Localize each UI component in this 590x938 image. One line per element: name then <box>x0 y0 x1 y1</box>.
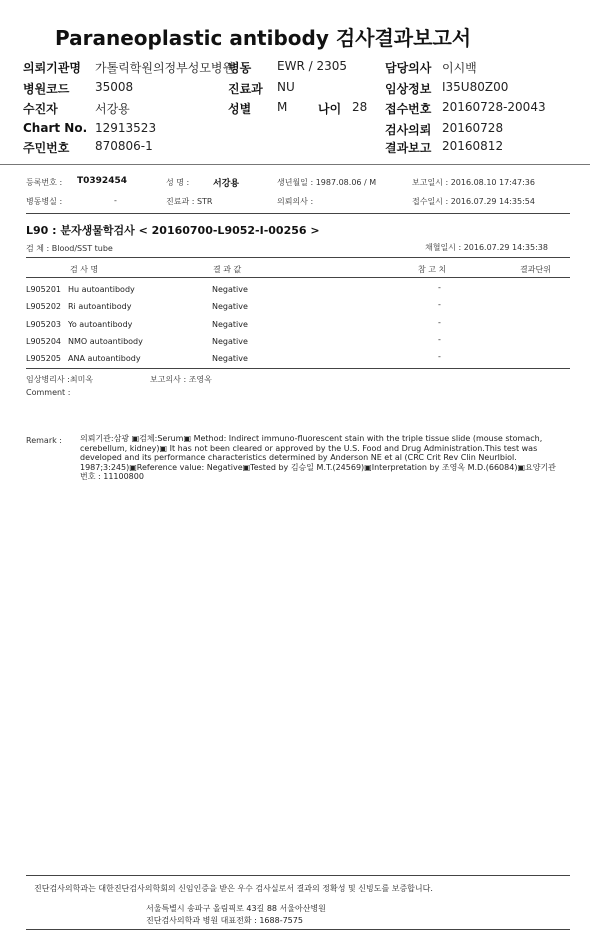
report-divider <box>26 213 570 214</box>
row-code: L905202 <box>26 302 61 311</box>
value-age: 28 <box>352 100 368 114</box>
value-ward: EWR / 2305 <box>277 59 347 73</box>
page-title: Paraneoplastic antibody 검사결과보고서 <box>55 26 472 50</box>
section-title: L90 : 분자생물학검사 < 20160700-L9052-I-00256 > <box>26 224 320 237</box>
label-chart-no: Chart No. <box>23 121 88 135</box>
row-reference: - <box>438 318 441 327</box>
reg-no-value: T0392454 <box>77 176 127 186</box>
row-result: Negative <box>212 302 248 311</box>
row-result: Negative <box>212 354 248 363</box>
label-result-report: 결과보고 <box>385 141 432 155</box>
row-reference: - <box>438 283 441 292</box>
label-resident-no: 주민번호 <box>23 141 70 155</box>
value-dept: NU <box>277 80 295 94</box>
name-label: 성 명 : <box>166 178 190 187</box>
value-sex: M <box>277 100 288 114</box>
table-top-rule <box>26 257 570 258</box>
label-patient: 수진자 <box>23 102 58 116</box>
label-clinical-info: 임상정보 <box>385 82 432 96</box>
ward-room-value: - <box>114 196 117 205</box>
footer-certification: 진단검사의학과는 대한진단검사의학회의 신임인증을 받은 우수 검사실로서 결과의 정확성 및 신빙도를 보증합니다. <box>34 884 433 893</box>
value-test-request: 20160728 <box>442 121 504 135</box>
label-age: 나이 <box>318 102 342 116</box>
footer-top-rule <box>26 875 570 876</box>
value-physician: 이시백 <box>442 61 477 75</box>
label-requesting-institution: 의뢰기관명 <box>23 61 81 75</box>
row-test-name: ANA autoantibody <box>68 354 141 363</box>
reporter-field: 보고의사 : 조영옥 <box>150 375 212 384</box>
row-code: L905205 <box>26 354 61 363</box>
reg-no-label: 등록번호 : <box>26 178 63 187</box>
label-receipt-no: 접수번호 <box>385 102 432 116</box>
remark-text: 의뢰기관:삼광 ▣검체:Serum▣ Method: Indirect immuno-fluorescent stain with the triple tissue slide (mouse stomach, cerebellum, kidney)▣ It has not been cleared or approved by the U.S. Food and Drug Administration.This test was developed and its performance characteristics determined by Anderson NE et al (CRC Crit Rev Clin Neurlbiol. 1987;3:245)▣Reference value: Negative▣Tested by 김승일 M.T.(24569)▣Interpretation by 조영옥 M.D.(66084)▣요양기관번호 : 11100800 <box>80 434 556 481</box>
ward-room-label: 병동병실 : <box>26 197 63 206</box>
row-code: L905201 <box>26 285 61 294</box>
label-hospital-code: 병원코드 <box>23 82 70 96</box>
value-chart-no: 12913523 <box>95 121 157 135</box>
col-test-name: 검 사 명 <box>70 265 99 274</box>
col-result: 결 과 값 <box>213 265 242 274</box>
col-unit: 결과단위 <box>520 265 551 274</box>
label-ward: 병동 <box>228 61 252 75</box>
header-divider <box>0 164 590 165</box>
label-sex: 성별 <box>228 102 252 116</box>
report-date-field: 보고일시 : 2016.08.10 17:47:36 <box>412 178 535 187</box>
remark-label: Remark : <box>26 436 62 445</box>
row-result: Negative <box>212 285 248 294</box>
comment-label: Comment : <box>26 388 71 397</box>
collection-date-field: 채혈일시 : 2016.07.29 14:35:38 <box>425 243 548 252</box>
label-physician: 담당의사 <box>385 61 432 75</box>
value-result-report: 20160812 <box>442 139 504 153</box>
value-receipt-no: 20160728-20043 <box>442 100 546 114</box>
row-reference: - <box>438 352 441 361</box>
value-resident-no: 870806-1 <box>95 139 153 153</box>
row-reference: - <box>438 335 441 344</box>
name-value: 서강용 <box>213 179 240 189</box>
row-result: Negative <box>212 320 248 329</box>
value-hospital-code: 35008 <box>95 80 134 94</box>
specimen-field: 검 체 : Blood/SST tube <box>26 244 113 253</box>
dob-field: 생년월일 : 1987.08.06 / M <box>277 178 377 187</box>
pathologist-field: 임상병리사 :최미옥 <box>26 375 94 384</box>
label-dept: 진료과 <box>228 82 263 96</box>
referring-doctor-field: 의뢰의사 : <box>277 197 314 206</box>
footer-contact: 진단검사의학과 병원 대표전화 : 1688-7575 <box>146 916 303 925</box>
row-test-name: Yo autoantibody <box>68 320 133 329</box>
report-dept-field: 진료과 : STR <box>166 197 213 206</box>
row-test-name: Hu autoantibody <box>68 285 135 294</box>
row-test-name: NMO autoantibody <box>68 337 143 346</box>
footer-address: 서울특별시 송파구 올림픽로 43길 88 서울아산병원 <box>146 904 326 913</box>
row-code: L905204 <box>26 337 61 346</box>
row-code: L905203 <box>26 320 61 329</box>
table-bottom-rule <box>26 368 570 369</box>
footer-bottom-rule <box>26 929 570 930</box>
value-clinical-info: I35U80Z00 <box>442 80 509 94</box>
col-reference: 참 고 치 <box>418 265 447 274</box>
receipt-date-field: 접수일시 : 2016.07.29 14:35:54 <box>412 197 535 206</box>
value-requesting-institution: 가톨릭학원의정부성모병원 <box>95 61 235 75</box>
table-header-rule <box>26 277 570 278</box>
row-result: Negative <box>212 337 248 346</box>
row-reference: - <box>438 300 441 309</box>
row-test-name: Ri autoantibody <box>68 302 132 311</box>
value-patient: 서강용 <box>95 102 130 116</box>
label-test-request: 검사의뢰 <box>385 123 432 137</box>
